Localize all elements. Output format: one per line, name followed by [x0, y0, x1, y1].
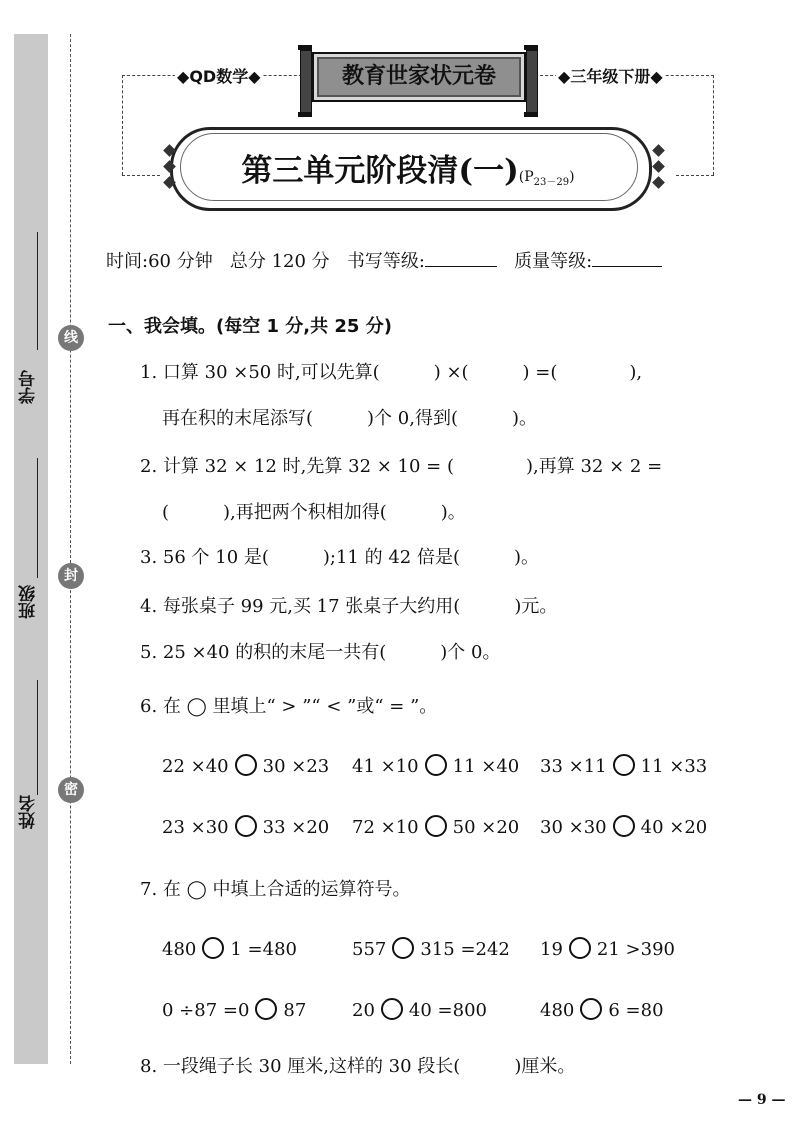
- page-title-text: 第三单元阶段清(一): [241, 153, 519, 189]
- compare-right: 40 ×20: [640, 817, 708, 838]
- header-dash-left-bottom: [122, 175, 160, 176]
- answer-circle[interactable]: [425, 754, 447, 776]
- operator-left: 557: [352, 939, 387, 960]
- quality-grade-blank[interactable]: [592, 248, 662, 267]
- answer-circle[interactable]: [381, 998, 403, 1020]
- operator-left: 19: [540, 939, 563, 960]
- writing-grade-label: 书写等级:: [346, 251, 425, 272]
- diamond-icon: ◆: [650, 67, 663, 86]
- page-range-prefix: (P: [518, 169, 534, 185]
- quality-grade-label: 质量等级:: [514, 251, 593, 272]
- answer-circle[interactable]: [392, 937, 414, 959]
- exam-info: [106, 247, 662, 273]
- question-4: 4. 每张桌子 99 元,买 17 张桌子大约用( )元。: [140, 596, 558, 617]
- compare-item: [540, 754, 707, 777]
- question-2-line-2: ( ),再把两个积相加得( )。: [162, 502, 466, 523]
- name-field: [14, 660, 48, 910]
- name-line: [37, 680, 38, 795]
- answer-circle[interactable]: [580, 998, 602, 1020]
- cut-mark-line: 线: [58, 325, 84, 351]
- answer-circle[interactable]: [613, 754, 635, 776]
- diamond-icon: [652, 160, 665, 173]
- scroll-post-right: [526, 50, 538, 114]
- cut-mark-secret: 密: [58, 777, 84, 803]
- exam-time: 时间:60 分钟: [106, 251, 213, 272]
- page-range: [518, 169, 575, 188]
- class-line: [37, 458, 38, 578]
- compare-item: [540, 815, 707, 838]
- compare-left: 33 ×11: [540, 756, 607, 777]
- operator-left: 480: [540, 1000, 575, 1021]
- operator-right: 6 =80: [608, 1000, 664, 1021]
- operator-left: 0 ÷87 =0: [162, 1000, 250, 1021]
- writing-grade-blank[interactable]: [425, 248, 497, 267]
- operator-item: [352, 998, 487, 1021]
- diamond-icon: [652, 176, 665, 189]
- student-id-field: [14, 220, 48, 470]
- operator-right: 1 =480: [230, 939, 297, 960]
- compare-item: [352, 754, 519, 777]
- question-7: 7. 在 ◯ 中填上合适的运算符号。: [140, 879, 411, 900]
- answer-circle[interactable]: [235, 815, 257, 837]
- class-label: 班级: [19, 585, 39, 619]
- compare-right: 50 ×20: [452, 817, 520, 838]
- compare-item: [352, 815, 519, 838]
- question-8: 8. 一段绳子长 30 厘米,这样的 30 段长( )厘米。: [140, 1056, 576, 1077]
- compare-item: [162, 754, 329, 777]
- page-title: [170, 145, 646, 190]
- operator-left: 480: [162, 939, 197, 960]
- header-dash-right-down: [713, 75, 714, 175]
- student-id-label: 学号: [19, 370, 39, 404]
- scroll-post-left: [300, 50, 312, 114]
- subject-tag-text: QD数学: [189, 67, 249, 86]
- scroll-post-cap: [524, 112, 538, 117]
- grade-tag: [556, 64, 665, 87]
- compare-left: 22 ×40: [162, 756, 229, 777]
- operator-item: [162, 937, 297, 960]
- cut-mark-seal: 封: [58, 563, 84, 589]
- compare-right: 11 ×40: [452, 756, 520, 777]
- operator-right: 87: [283, 1000, 307, 1021]
- answer-circle[interactable]: [569, 937, 591, 959]
- question-2-line-1: 2. 计算 32 × 12 时,先算 32 × 10 = ( ),再算 32 × 2 =: [140, 456, 663, 477]
- diamond-icon: [652, 144, 665, 157]
- cut-line: [70, 34, 71, 1064]
- header-dash-left-down: [122, 75, 123, 175]
- question-1-line-1: 1. 口算 30 ×50 时,可以先算( ) ×( ) =( ),: [140, 362, 643, 383]
- operator-item: [540, 998, 664, 1021]
- exam-total: 总分 120 分: [229, 251, 330, 272]
- diamond-icon: ◆: [558, 67, 571, 86]
- operator-left: 20: [352, 1000, 375, 1021]
- compare-right: 11 ×33: [640, 756, 708, 777]
- page-range-value: 23－29: [533, 176, 570, 188]
- operator-item: [162, 998, 306, 1021]
- compare-left: 41 ×10: [352, 756, 419, 777]
- header-dash-right-bottom: [676, 175, 714, 176]
- scroll-post-cap: [298, 112, 312, 117]
- operator-right: 315 =242: [420, 939, 510, 960]
- compare-left: 72 ×10: [352, 817, 419, 838]
- compare-left: 23 ×30: [162, 817, 229, 838]
- diamond-icon: ◆: [248, 67, 261, 86]
- page-number: — 9 —: [738, 1092, 786, 1108]
- operator-item: [540, 937, 675, 960]
- student-id-line: [37, 232, 38, 350]
- compare-left: 30 ×30: [540, 817, 607, 838]
- question-3: 3. 56 个 10 是( );11 的 42 倍是( )。: [140, 547, 539, 568]
- compare-right: 30 ×23: [262, 756, 330, 777]
- section-heading: 一、我会填。(每空 1 分,共 25 分): [108, 316, 392, 337]
- answer-circle[interactable]: [255, 998, 277, 1020]
- compare-right: 33 ×20: [262, 817, 330, 838]
- operator-right: 40 =800: [408, 1000, 487, 1021]
- diamond-icon: ◆: [177, 67, 190, 86]
- answer-circle[interactable]: [202, 937, 224, 959]
- question-1-line-2: 再在积的末尾添写( )个 0,得到( )。: [162, 408, 537, 429]
- grade-tag-text: 三年级下册: [570, 67, 651, 86]
- name-label: 姓名: [19, 795, 39, 829]
- compare-item: [162, 815, 329, 838]
- question-5: 5. 25 ×40 的积的末尾一共有( )个 0。: [140, 642, 501, 663]
- answer-circle[interactable]: [235, 754, 257, 776]
- operator-item: [352, 937, 510, 960]
- page-range-suffix: ): [569, 169, 575, 185]
- answer-circle[interactable]: [613, 815, 635, 837]
- subject-tag: [175, 64, 263, 87]
- operator-right: 21 >390: [596, 939, 675, 960]
- answer-circle[interactable]: [425, 815, 447, 837]
- question-6: 6. 在 ◯ 里填上“ > ”“ < ”或“ = ”。: [140, 696, 438, 717]
- brand-banner: 教育世家状元卷: [312, 52, 526, 102]
